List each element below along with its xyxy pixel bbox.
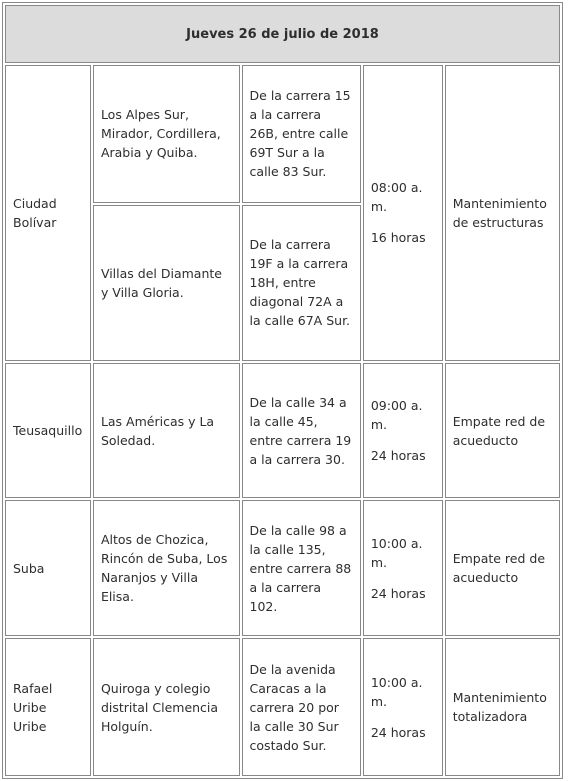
work-type-cell: Mantenimiento totalizadora — [445, 638, 560, 776]
table-row — [5, 363, 560, 499]
start-time: 10:00 a. m. — [370, 674, 423, 709]
neighborhoods-cell: Quiroga y colegio distrital Clemencia Holguín. — [93, 638, 240, 776]
outage-schedule-table — [2, 2, 563, 779]
work-type-cell: Empate red de acueducto — [445, 363, 560, 499]
area-cell: De la avenida Caracas a la carrera 20 por la calle 30 Sur costado Sur. — [242, 638, 361, 776]
schedule-cell — [363, 363, 443, 499]
schedule-cell — [363, 638, 443, 776]
area-cell: De la carrera 15 a la carrera 26B, entre calle 69T Sur a la calle 83 Sur. — [242, 65, 361, 203]
work-type-cell: Empate red de acueducto — [445, 500, 560, 636]
start-time: 09:00 a. m. — [370, 398, 423, 433]
neighborhoods-cell: Las Américas y La Soledad. — [93, 363, 240, 499]
schedule-cell — [363, 65, 443, 361]
table-title: Jueves 26 de julio de 2018 — [5, 5, 560, 63]
locality-cell: Rafael Uribe Uribe — [5, 638, 91, 776]
start-time: 10:00 a. m. — [370, 535, 423, 570]
work-type-cell: Mantenimiento de estructuras — [445, 65, 560, 361]
neighborhoods-cell: Villas del Diamante y Villa Gloria. — [93, 205, 240, 361]
start-time: 08:00 a. m. — [370, 180, 423, 215]
neighborhoods-cell: Altos de Chozica, Rincón de Suba, Los Naranjos y Villa Elisa. — [93, 500, 240, 636]
duration: 24 horas — [370, 724, 426, 740]
schedule-container — [2, 2, 563, 779]
duration: 24 horas — [370, 585, 426, 601]
schedule-cell — [363, 500, 443, 636]
table-row — [5, 638, 560, 776]
table-row — [5, 500, 560, 636]
neighborhoods-cell: Los Alpes Sur, Mirador, Cordillera, Arabia y Quiba. — [93, 65, 240, 203]
locality-cell: Suba — [5, 500, 91, 636]
area-cell: De la calle 98 a la calle 135, entre carrera 88 a la carrera 102. — [242, 500, 361, 636]
duration: 16 horas — [370, 230, 426, 246]
duration: 24 horas — [370, 448, 426, 464]
locality-cell: Teusaquillo — [5, 363, 91, 499]
table-row — [5, 65, 560, 203]
area-cell: De la calle 34 a la calle 45, entre carrera 19 a la carrera 30. — [242, 363, 361, 499]
header-row — [5, 5, 560, 63]
area-cell: De la carrera 19F a la carrera 18H, entre diagonal 72A a la calle 67A Sur. — [242, 205, 361, 361]
locality-cell: Ciudad Bolívar — [5, 65, 91, 361]
